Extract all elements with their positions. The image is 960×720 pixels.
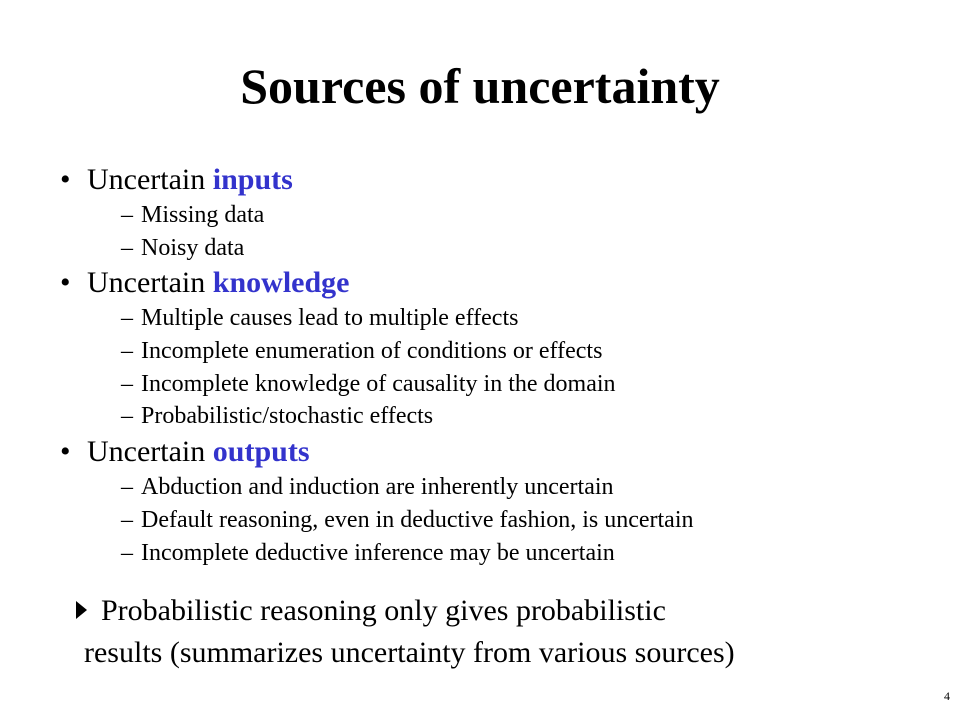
sub-item <box>60 471 940 504</box>
sub-item <box>60 232 940 265</box>
sub-item-text: Noisy data <box>141 234 245 261</box>
page-number: 4 <box>944 689 950 703</box>
sub-item <box>60 504 940 537</box>
bullet-keyword: inputs <box>212 163 293 196</box>
bullet-lead: Uncertain <box>87 435 213 469</box>
bullet-keyword: outputs <box>212 435 310 469</box>
dash-marker: – <box>121 202 133 228</box>
sub-item <box>60 199 940 232</box>
sub-item <box>60 302 940 335</box>
right-triangle-icon <box>76 601 87 619</box>
sub-item-text: Incomplete knowledge of causality in the domain <box>141 370 616 397</box>
bullet-keyword: knowledge <box>212 266 350 300</box>
bullet-lead: Uncertain <box>87 163 213 196</box>
sub-item-text: Incomplete deductive inference may be uncertain <box>141 539 615 566</box>
bullet-dot: • <box>60 266 71 300</box>
bullet-uncertain-inputs <box>60 161 940 199</box>
bullet-uncertain-knowledge <box>60 264 940 302</box>
sub-item-text: Probabilistic/stochastic effects <box>141 403 434 430</box>
dash-marker: – <box>121 234 133 261</box>
sub-item <box>60 537 940 570</box>
sub-item-text: Default reasoning, even in deductive fashion, is uncertain <box>141 506 694 533</box>
slide-content <box>60 161 940 569</box>
bullet-uncertain-outputs <box>60 433 940 471</box>
dash-marker: – <box>121 539 133 566</box>
sub-item-text: Incomplete enumeration of conditions or effects <box>141 338 603 365</box>
bullet-dot: • <box>60 163 71 196</box>
dash-marker: – <box>121 338 133 365</box>
sub-item <box>60 400 940 433</box>
bullet-dot: • <box>60 435 71 469</box>
sub-item <box>60 368 940 401</box>
bullet-lead: Uncertain <box>87 266 213 300</box>
conclusion-line-2 <box>76 632 936 674</box>
dash-marker: – <box>121 403 133 430</box>
sub-item-text: Missing data <box>141 202 265 228</box>
slide-title: Sources of uncertainty <box>240 58 720 114</box>
dash-marker: – <box>121 506 133 533</box>
conclusion-text-1: Probabilistic reasoning only gives probabilistic <box>101 594 666 627</box>
sub-item-text: Abduction and induction are inherently uncertain <box>141 474 614 501</box>
dash-marker: – <box>121 305 133 332</box>
sub-item-text: Multiple causes lead to multiple effects <box>141 305 519 332</box>
sub-item <box>60 335 940 368</box>
dash-marker: – <box>121 370 133 397</box>
dash-marker: – <box>121 474 133 501</box>
conclusion-text-2: results (summarizes uncertainty from various sources) <box>84 636 735 669</box>
conclusion <box>76 590 936 674</box>
conclusion-line-1 <box>76 590 936 632</box>
